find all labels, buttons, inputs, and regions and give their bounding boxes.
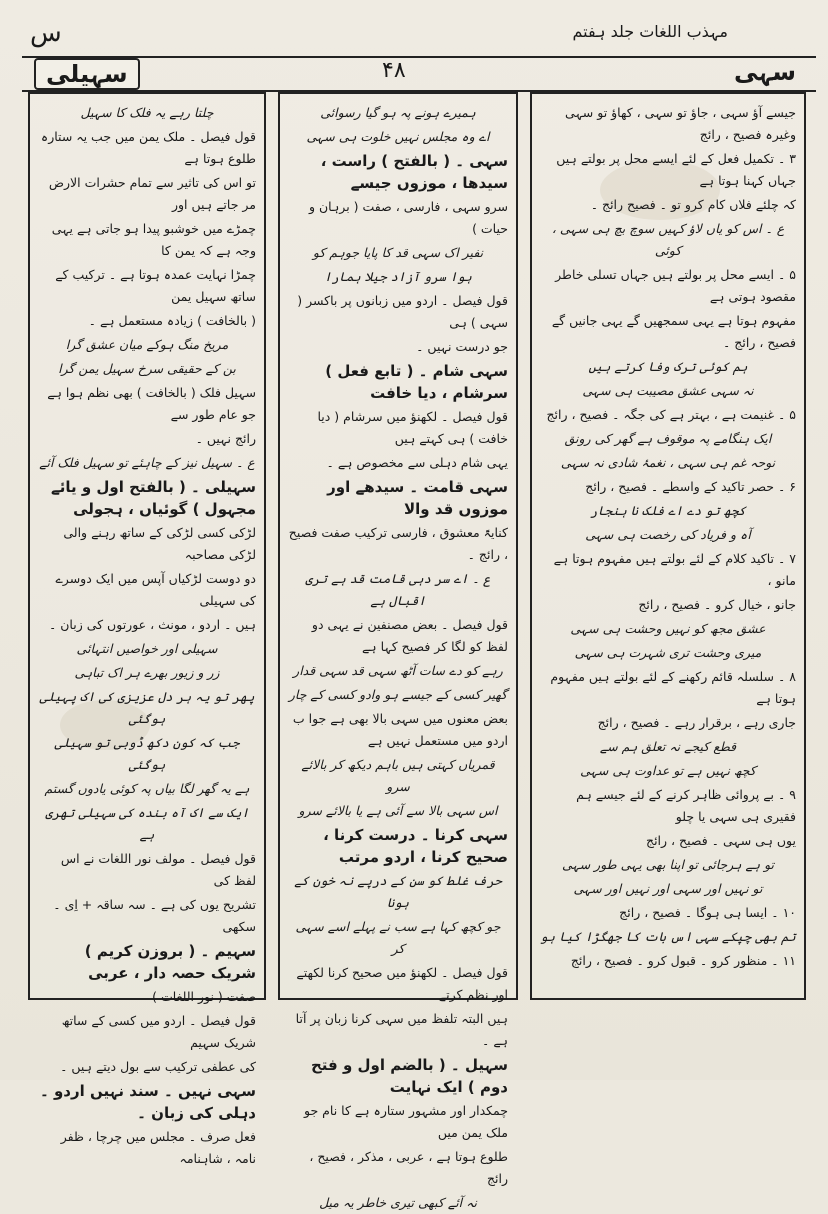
left-column-line: قول فیصل ۔ مولف نور اللغات نے اس لفظ کی — [60, 851, 256, 888]
right-column-line: ہم کوئی ترک وفا کرتے ہیں — [588, 359, 748, 374]
left-column-line: تشریح یوں کی ہے ۔ سہ ساقہ + اِی ۔ سکھی — [53, 897, 256, 934]
left-column-line: ( بالخافت ) زیادہ مستعمل ہے ۔ — [88, 313, 256, 328]
middle-column-line: بعض معنوں میں سہی بالا بھی ہے جوا ب اردو میں مستعمل نہیں ہے — [292, 711, 508, 748]
middle-column-line: سہی کرنا ۔ درست کرنا ، صحیح کرنا ، اردو مرتب — [323, 826, 508, 866]
right-column-line: ع ۔ اس کو یاں لاؤ کہیں سوچ بچ ہی سہی ، کوئی — [551, 221, 785, 258]
middle-column-line: ہوا سرو آزاد جیلا ہمارا — [324, 269, 472, 284]
left-column-line: بن کے حقیقی سرخ سہیل یمن گرا — [58, 361, 236, 376]
right-column-line: میری وحشت تری شہرت ہی سہی — [574, 645, 762, 660]
headword-left: سہیلی — [34, 58, 140, 90]
middle-column-line: سرو سہی ، فارسی ، صفت ( برہان و حیات ) — [308, 199, 508, 236]
right-column-line: آہ و فریاد کی رخصت ہی سہی — [585, 527, 751, 542]
page-corner-mark: س — [30, 18, 62, 48]
middle-column-line: ع ۔ اے سر دہی قامت قد ہے تری اقبال ہے — [305, 571, 491, 608]
left-column-line: زر و زیور بھرے ہر اک تباہی — [74, 665, 220, 680]
left-column-line: مریخ منگ ہوکے میان عشق گرا — [65, 337, 229, 352]
headword-right: سہی — [734, 58, 796, 86]
middle-column-line: کنایۃً معشوق ، فارسی ترکیب صفت فصیح ، رائج ۔ — [288, 525, 508, 562]
right-column-line: تو ہے ہرجائی تو اپنا بھی یہی طور سہی — [561, 857, 775, 872]
middle-column-line: سہیل ۔ ( بالضم اول و فتح دوم ) ایک نہایت — [310, 1056, 508, 1096]
left-column-line: چلتا رہے یہ فلک کا سہیل — [80, 105, 214, 120]
middle-column-line: چمکدار اور مشہور ستارہ ہے کا نام جو ملک یمن میں — [304, 1103, 508, 1140]
middle-column-line: ہیں البتہ تلفظ میں سہی کرنا زبان پر آتا ہے ۔ — [295, 1011, 508, 1048]
right-column-line: کچھ تو دے اے فلک نا ہنجار — [590, 503, 746, 518]
right-column-line: ۸ ۔ سلسلہ قائم رکھنے کے لئے بولتے ہیں مفہوم ہوتا ہے — [550, 669, 796, 706]
right-column-line: ۵ ۔ ایسے محل پر بولتے ہیں جہاں تسلی خاطر مقصود ہوتی ہے — [555, 267, 796, 304]
right-column-line: ۵ ۔ غنیمت ہے ، بہتر ہے کی جگہ ۔ فصیح ، رائج — [546, 407, 796, 422]
middle-column-line: جو درست نہیں ۔ — [416, 339, 508, 354]
middle-column-line: ہمیرے ہونے پہ ہو گیا رسوائی — [320, 105, 476, 120]
left-column-line: دو دوست لڑکیاں آپس میں ایک دوسرے کی سہیلی — [55, 571, 256, 608]
page-number: ۴۸ — [382, 58, 406, 83]
left-column-line: سہی نہیں ۔ سند نہیں اردو ۔ دہلی کی زبان ۔ — [39, 1082, 256, 1122]
left-column-line: قول فیصل ۔ ملک یمن میں جب یہ ستارہ طلوع ہوتا ہے — [40, 129, 256, 166]
middle-column-line: اے وہ مجلس نہیں خلوت ہی سہی — [306, 129, 490, 144]
left-column-line: سہیم ۔ ( بروزن کریم ) شریک حصہ دار ، عربی — [84, 942, 256, 982]
left-column-line: سہیل فلک ( بالخافت ) بھی نظم ہوا ہے جو عام طور سے — [47, 385, 256, 422]
right-column-line: ایک ہنگامے پہ موقوف ہے گھر کی رونق — [564, 431, 772, 446]
middle-column-line: یہی شام دہلی سے مخصوص ہے ۔ — [326, 455, 508, 470]
left-column-line: فعل صرف ۔ مجلس میں چرچا ، ظفر نامہ ، شاہنامہ — [60, 1129, 256, 1166]
right-column-line: قطع کیجے نہ تعلق ہم سے — [599, 739, 737, 754]
middle-column-line: گھیر کسی کے جیسے ہو وادو کسی کے چار — [288, 687, 508, 702]
left-column-line: ہیں ۔ اردو ، مونث ، عورتوں کی زبان ۔ — [48, 617, 256, 632]
middle-column-line: نہ آئے کبھی تیری خاطر یہ میل — [319, 1195, 477, 1210]
left-column-line: سہیلی اور خواصیں انتہائی — [76, 641, 218, 656]
middle-column-line: قمریاں کہتی ہیں باہم دیکھ کر بالائے سرو — [301, 757, 495, 794]
middle-column-line: قول فیصل ۔ لکھنؤ میں صحیح کرنا لکھتے اور نظم کرتے — [296, 965, 508, 1002]
right-column-line: ۹ ۔ بے پروائی ظاہر کرنے کے لئے جیسے ہم فقیری ہی سہی یا چلو — [576, 787, 796, 824]
middle-column-line: قول فیصل ۔ اردو میں زبانوں پر باکسر ( سہی ) ہی — [297, 293, 508, 330]
right-column-line: ۷ ۔ تاکید کلام کے لئے بولتے ہیں مفہوم ہوتا ہے مانو ، — [553, 551, 796, 588]
middle-column-line: سہی ۔ ( بالفتح ) راست ، سیدھا ، موزوں جیسے — [320, 152, 508, 192]
column-left — [28, 92, 266, 1166]
middle-column-line: اس سہی بالا سے آئی ہے یا بالائے سرو — [298, 803, 498, 818]
right-column-line: یوں ہی سہی ۔ فصیح ، رائج — [646, 833, 796, 848]
right-column-line: تو نہیں اور سہی اور نہیں اور سہی — [573, 881, 763, 896]
middle-column-line: نفیر اک سہی قد کا پایا جوہم کو — [312, 245, 484, 260]
left-column-line: قول فیصل ۔ اردو میں کسی کے ساتھ شریک سہیم — [61, 1013, 256, 1050]
middle-column-line: حرف غلط کو سن کے درپے نہ خون کے ہونا — [294, 873, 502, 910]
middle-column-line: سہی قامت ۔ سیدھے اور موزوں قد والا — [327, 478, 508, 518]
column-middle — [278, 92, 518, 1210]
left-column-line: لڑکی کسی لڑکی کے ساتھ رہنے والی لڑکی مصاحبہ — [63, 525, 256, 562]
right-column-line: ۱۱ ۔ منظور کرو ۔ قبول کرو ۔ فصیح ، رائج — [570, 953, 796, 968]
column-right — [530, 92, 806, 1000]
left-column-line: رائج نہیں ۔ — [195, 431, 256, 446]
right-column-line: جیسے آؤ سہی ، جاؤ تو سہی ، کھاؤ تو سہی وغیرہ فصیح ، رائج — [565, 105, 796, 142]
left-column-line: صفت ( نور اللغات ) — [152, 989, 256, 1004]
right-column-line: ۳ ۔ تکمیل فعل کے لئے ایسے محل پر بولتے ہیں جہاں کہنا ہوتا ہے — [556, 151, 796, 188]
middle-column-line: رہے کو دے سات آٹھ سہی قد سہی قدار — [293, 663, 503, 678]
dictionary-title: مہذب اللغات جلد ہفتم — [572, 22, 728, 41]
right-column-line: جانو ، خیال کرو ۔ فصیح ، رائج — [638, 597, 796, 612]
left-column-line: جب کہ کون دکھ ڈوبی تو سہیلی ہوگئی — [54, 735, 240, 772]
right-column-line: عشق مجھ کو نہیں وحشت ہی سہی — [570, 621, 766, 636]
right-column-line: جاری رہے ، برقرار رہے ۔ فصیح ، رائج — [597, 715, 796, 730]
right-column-line: نہ سہی عشق مصیبت ہی سہی — [582, 383, 754, 398]
middle-column-line: جو کچھ کہا ہے سب نے پہلے اسے سہی کر — [295, 919, 501, 956]
right-column-line: ۶ ۔ حصر تاکید کے واسطے ۔ فصیح ، رائج — [585, 479, 796, 494]
middle-column-line: قول فیصل ۔ بعض مصنفین نے یہی دو لفظ کو لگا کر فصیح کہا ہے — [311, 617, 508, 654]
left-column-line: ہے یہ گھر لگا بیاں پہ کوئی یادوں گستم — [44, 781, 250, 796]
left-column-line: کی عطفی ترکیب سے بول دیتے ہیں ۔ — [60, 1059, 256, 1074]
left-column-line: چمڑے میں خوشبو پیدا ہو جاتی ہے یہی وجہ ہے کہ یمن کا — [51, 221, 256, 258]
middle-column-line: سہی شام ۔ ( تابع فعل ) سرشام ، دیا خافت — [325, 362, 508, 402]
middle-column-line: طلوع ہوتا ہے ، عربی ، مذکر ، فصیح ، رائج — [309, 1149, 508, 1186]
left-column-line: تو اس کی تاثیر سے تمام حشرات الارض مر جاتے ہیں اور — [48, 175, 256, 212]
right-column-line: مفہوم ہوتا ہے یہی سمجھیں گے یہی جانیں گے فصیح ، رائج ۔ — [551, 313, 796, 350]
left-column-line: ایک سے اک آہ بندہ کی سہیلی تھری ہے — [45, 805, 249, 842]
right-column-line: کہ چلئے فلاں کام کرو تو ۔ فصیح رائج ۔ — [590, 197, 796, 212]
right-column-line: کچھ نہیں ہے تو عداوت ہی سہی — [580, 763, 756, 778]
left-column-line: پھر تو یہ ہر دل عزیزی کی اک پہیلی ہوگئی — [39, 689, 255, 726]
left-column-line: چمڑا نہایت عمدہ ہوتا ہے ۔ ترکیب کے ساتھ سہیل یمن — [55, 267, 256, 304]
right-column-line: ۱۰ ۔ ایسا ہی ہوگا ۔ فصیح ، رائج — [619, 905, 796, 920]
middle-column-line: قول فیصل ۔ لکھنؤ میں سرشام ( دیا خافت ) ہی کہتے ہیں — [317, 409, 508, 446]
right-column-line: نوحہ غم ہی سہی ، نغمۂ شادی نہ سہی — [560, 455, 776, 470]
left-column-line: سہیلی ۔ ( بالفتح اول و یائے مجہول ) گوئیاں ، ہجولی — [50, 478, 256, 518]
page-top-header — [30, 18, 788, 54]
left-column-line: ع ۔ سہیل نیز کے چاہئے تو سہیل فلک آئے — [39, 455, 255, 470]
right-column-line: تم بھی چپکے سہی اس بات کا جھگڑا کیا ہو — [540, 929, 796, 944]
